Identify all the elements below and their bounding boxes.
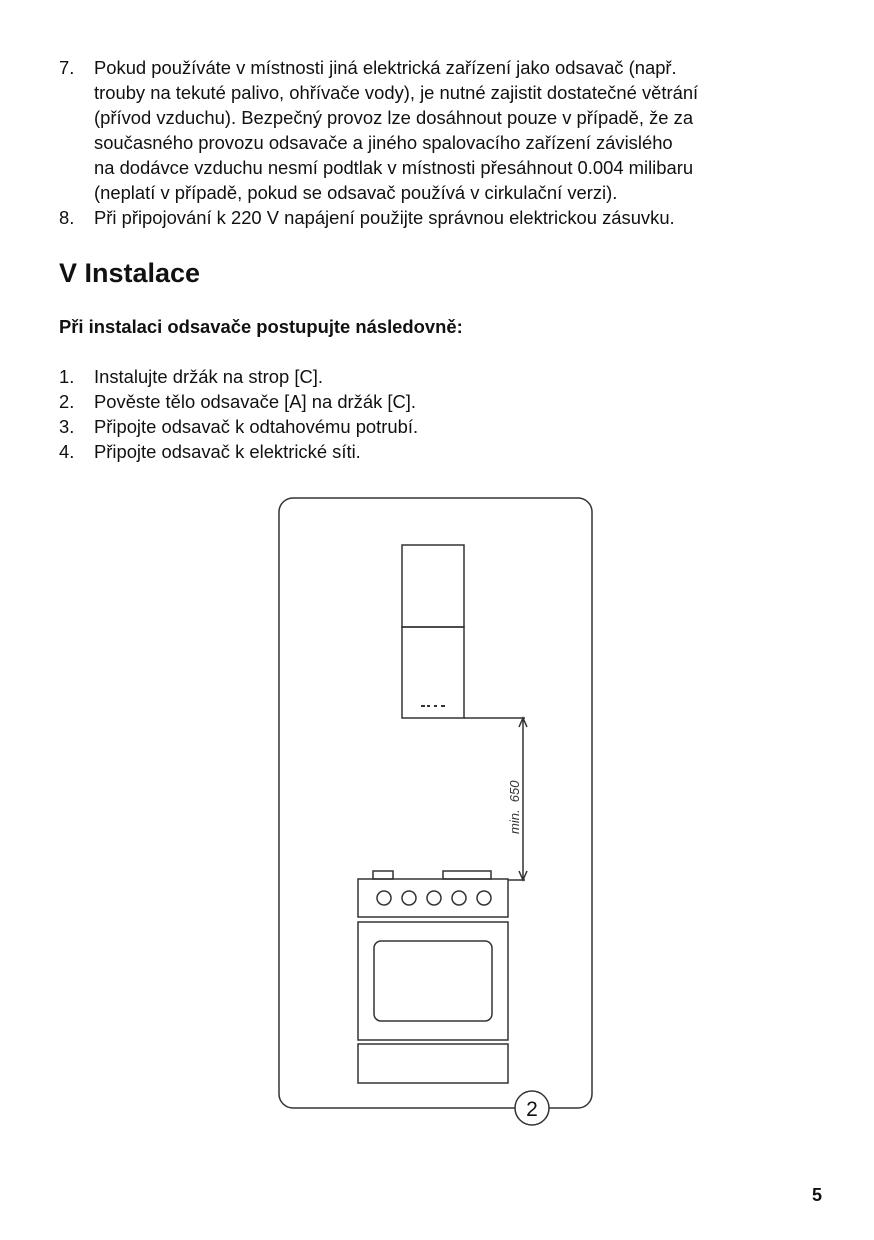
item-text-line: Při připojování k 220 V napájení použijte správnou elektrickou zásuvku. (94, 207, 675, 228)
item-text-line: současného provozu odsavače a jiného spalovacího zařízení závislého (94, 132, 673, 153)
item-text-line: (přívod vzduchu). Bezpečný provoz lze dosáhnout pouze v případě, že za (94, 107, 694, 128)
step-number: 3. (59, 416, 75, 437)
step-text: Připojte odsavač k odtahovému potrubí. (94, 416, 419, 437)
dimension-label: min. 650 (507, 780, 522, 834)
section-title: V Instalace (59, 258, 201, 288)
knob-icon (477, 891, 491, 905)
step-number: 4. (59, 441, 75, 462)
knob-icon (427, 891, 441, 905)
safety-list (59, 55, 799, 230)
stove (358, 871, 508, 1083)
section-intro: Při instalaci odsavače postupujte následovně: (59, 316, 463, 337)
safety-item-8 (59, 205, 799, 230)
knob-icon (402, 891, 416, 905)
step-text: Instalujte držák na strop [C]. (94, 366, 323, 387)
hood-controls (421, 705, 445, 707)
item-number: 7. (59, 57, 75, 78)
safety-item-7 (59, 55, 799, 205)
stove-drawer (358, 1044, 508, 1083)
item-text-line: na dodávce vzduchu nesmí podtlak v místnosti přesáhnout 0.004 milibaru (94, 157, 694, 178)
stove-control-panel (358, 879, 508, 917)
item-number: 8. (59, 207, 75, 228)
oven-body (358, 922, 508, 1040)
item-text-line: Pokud používáte v místnosti jiná elektrická zařízení jako odsavač (např. (94, 57, 677, 78)
install-step (59, 364, 659, 389)
knob-icon (377, 891, 391, 905)
stove-burner-tops (373, 871, 393, 879)
step-text: Pověste tělo odsavače [A] na držák [C]. (94, 391, 417, 412)
item-text-line: (neplatí v případě, pokud se odsavač používá v cirkulační verzi). (94, 182, 618, 203)
install-step (59, 439, 659, 464)
page-number: 5 (811, 1185, 822, 1205)
item-text-line: trouby na tekuté palivo, ohřívače vody), je nutné zajistit dostatečné větrání (94, 82, 699, 103)
install-step (59, 414, 659, 439)
hood-body (402, 627, 464, 718)
step-text: Připojte odsavač k elektrické síti. (94, 441, 361, 462)
stove-knobs (377, 891, 491, 905)
figure-frame (279, 498, 592, 1108)
installation-steps (59, 364, 659, 464)
install-step (59, 389, 659, 414)
knob-icon (452, 891, 466, 905)
cooker-hood (402, 545, 464, 718)
step-number: 2. (59, 391, 75, 412)
figure-number: 2 (526, 1098, 538, 1121)
hood-chimney (402, 545, 464, 627)
step-number: 1. (59, 366, 75, 387)
oven-window (374, 941, 492, 1021)
installation-figure (276, 495, 596, 1129)
